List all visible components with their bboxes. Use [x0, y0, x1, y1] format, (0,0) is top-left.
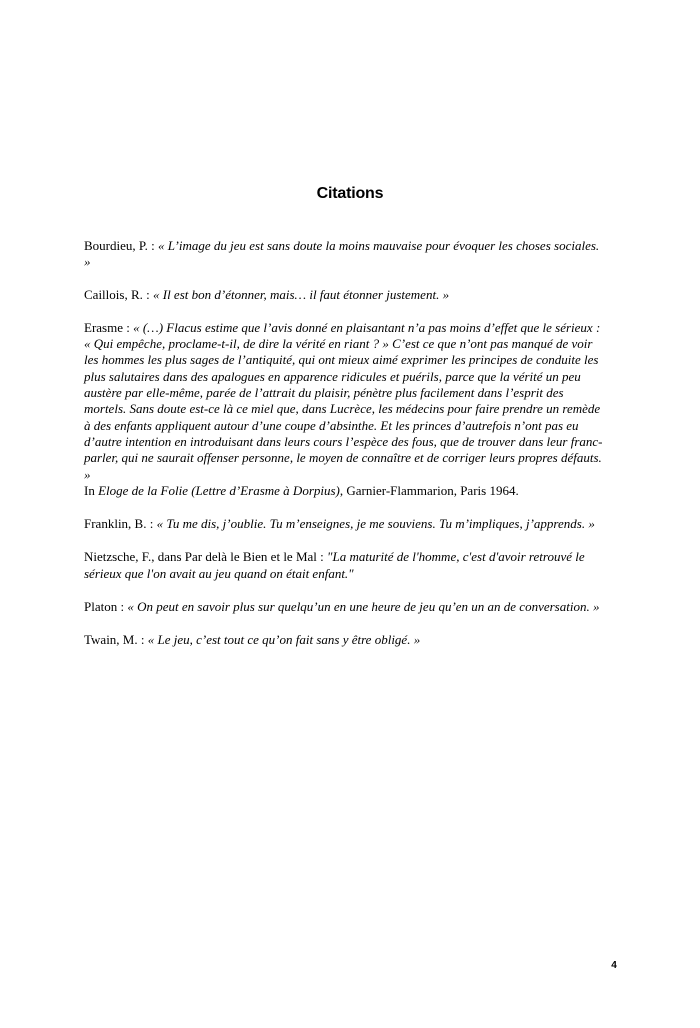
citation-quote: « L’image du jeu est sans doute la moins mauvaise pour évoquer les choses sociales. » [84, 238, 600, 270]
citation-source-prefix: In [84, 482, 99, 498]
citation-author: Erasme : [84, 319, 134, 335]
citation-twain [84, 632, 604, 648]
citation-quote: « (…) Flacus estime que l’avis donné en plaisantant n’a pas moins d’effet que le sérieux : « Qui empêche, proclame-t-il, de dire la vérité en riant ? » C’est ce que n’ont pas manqué de voir les hommes les plus sages de l’antiquité, qui ont mieux aimé exprimer les principes de conduite les plus salutaires dans des apalogues en apparence ridicules et puérils, parce que la vérité un peu austère par elle-même, parée de l’attrait du plaisir, pénètre plus facilement dans l’esprit des mortels. Sans doute est-ce là ce miel que, dans Lucrèce, les médecins pour faire prendre un remède à des enfants appliquent autour d’une coupe d’absinthe. Et les princes d’autrefois n’ont pas eu d’autre intention en introduisant dans leurs cours l’espèce des fous, que de trouver dans leur franc-parler, qui ne saurait offenser personne, le moyen de connaître et de corriger leurs propres défauts. » [84, 319, 603, 482]
citation-nietzsche [84, 549, 604, 582]
citation-platon [84, 599, 604, 615]
page-number: 4 [611, 960, 617, 971]
citation-author: Platon : [84, 599, 128, 615]
page-title: Citations [316, 185, 384, 202]
citation-bourdieu [84, 238, 604, 271]
citation-caillois [84, 287, 604, 303]
citation-erasme [84, 320, 604, 499]
citations-list [84, 238, 604, 665]
citation-source-title: Eloge de la Folie (Lettre d’Erasme à Dorpius) [98, 482, 340, 498]
citation-author: Bourdieu, P. : [84, 238, 159, 253]
citation-author: Twain, M. : [84, 632, 148, 648]
citation-source-suffix: , Garnier-Flammarion, Paris 1964. [339, 482, 519, 498]
citation-author: Franklin, B. : [84, 516, 157, 532]
citation-quote: « On peut en savoir plus sur quelqu’un en une heure de jeu qu’en un an de conversation. » [127, 599, 600, 615]
citation-franklin [84, 516, 604, 532]
citation-quote: « Le jeu, c’est tout ce qu’on fait sans y être obligé. » [147, 632, 421, 648]
citation-author: Nietzsche, F., dans Par delà le Bien et le Mal : [84, 549, 328, 565]
citation-quote: « Tu me dis, j’oublie. Tu m’enseignes, je me souviens. Tu m’impliques, j’apprends. » [156, 516, 595, 532]
citation-author: Caillois, R. : [84, 286, 153, 302]
citation-quote: « Il est bon d’étonner, mais… il faut étonner justement. » [152, 286, 450, 302]
citation-quote: "La maturité de l'homme, c'est d'avoir retrouvé le sérieux que l'on avait au jeu quand on était enfant." [84, 549, 585, 581]
